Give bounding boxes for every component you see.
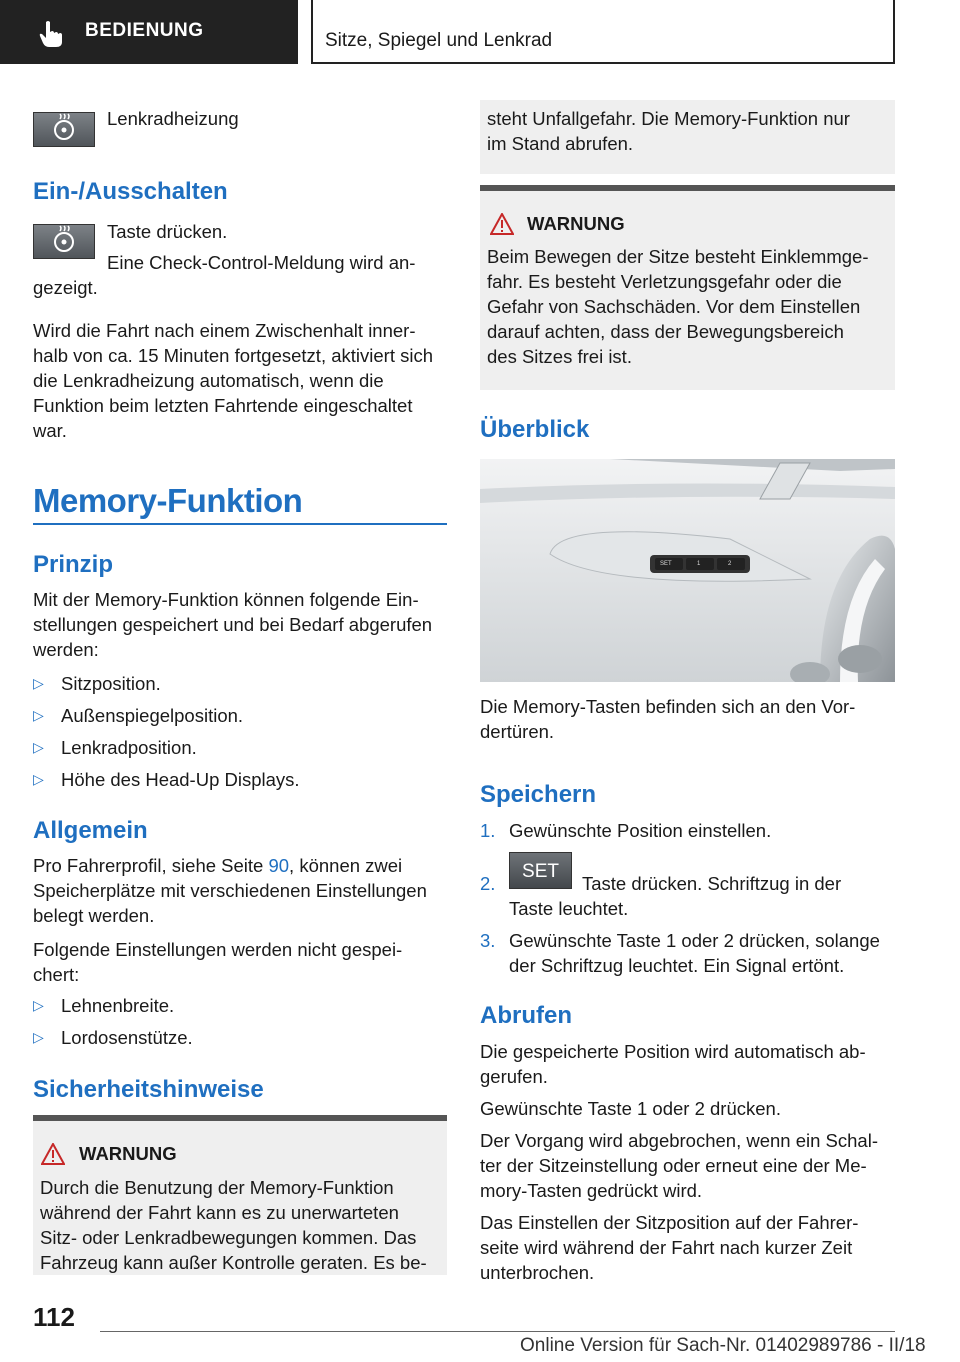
list-item-text: Lordosenstütze. [61, 1027, 193, 1048]
text-line: die Lenkradheizung automatisch, wenn die [33, 370, 384, 391]
text-line: chert: [33, 964, 80, 985]
text-line: Funktion beim letzten Fahrtende eingeschaltet [33, 395, 413, 416]
triangle-bullet-icon: ▷ [33, 739, 44, 755]
text-line: Wird die Fahrt nach einem Zwischenhalt inner- [33, 320, 416, 341]
heading-abrufen: Abrufen [480, 1002, 572, 1029]
text-fragment: Pro Fahrerprofil, siehe Seite [33, 855, 269, 876]
section-tab [0, 0, 298, 64]
photo-button-2-label: 2 [728, 561, 732, 567]
heading-ein-ausschalten: Ein-/Ausschalten [33, 178, 228, 205]
steering-wheel-heating-button-icon-2 [33, 224, 95, 259]
step-number-label: 3. [480, 930, 496, 951]
text-line: werden: [33, 639, 99, 660]
text-line: Der Vorgang wird abgebrochen, wenn ein Schal- [480, 1130, 878, 1151]
step-3-text-a: Gewünschte Taste 1 oder 2 drücken, solange [509, 930, 880, 951]
list-item [33, 703, 433, 728]
text-line: unterbrochen. [480, 1262, 595, 1283]
warning-box-1-continued [480, 100, 895, 174]
step-2-text-b: Taste leuchtet. [509, 898, 629, 919]
text-line: Die gespeicherte Position wird automatisch ab- [480, 1041, 866, 1062]
text-line: im Stand abrufen. [487, 133, 634, 154]
title-memory-funktion: Memory-Funktion [33, 482, 303, 519]
set-button-label: SET [522, 861, 559, 882]
text-line: Gefahr von Sachschäden. Vor dem Einstellen [487, 296, 861, 317]
list-item-text: Sitzposition. [61, 673, 161, 694]
list-item-text: Höhe des Head-Up Displays. [61, 769, 300, 790]
footer-online-version: Online Version für Sach-Nr. 01402989786 - II/18 [520, 1335, 926, 1356]
warning-text [487, 244, 892, 369]
warning-title: WARNUNG [527, 213, 625, 234]
step-2-text-a: Taste drücken. Schriftzug in der [582, 873, 842, 894]
step-3-text-b: der Schriftzug leuchtet. Ein Signal ertönt. [509, 955, 845, 976]
triangle-bullet-icon: ▷ [33, 707, 44, 723]
list-item-text: Lehnenbreite. [61, 995, 175, 1016]
step-number [480, 928, 495, 953]
hand-pointer-icon [38, 20, 64, 48]
triangle-bullet-icon: ▷ [33, 675, 44, 691]
chapter-title: Sitze, Spiegel und Lenkrad [325, 30, 553, 51]
text-line: fahr. Es besteht Verletzungsgefahr oder die [487, 271, 842, 292]
text-line: Fahrzeug kann außer Kontrolle geraten. Es be- [40, 1252, 427, 1273]
prinzip-text [33, 587, 453, 662]
text-line: seite wird während der Fahrt nach kurzer Zeit [480, 1237, 853, 1258]
step-1-text: Gewünschte Position einstellen. [509, 820, 772, 841]
warning-box-2 [480, 185, 895, 390]
text-line: stellungen gespeichert und bei Bedarf abgerufen [33, 614, 433, 635]
door-panel-illustration [480, 459, 895, 682]
text-line: des Sitzes frei ist. [487, 346, 632, 367]
warning-text-cont [487, 106, 892, 156]
steering-wheel-heat-icon [34, 113, 94, 146]
set-button-icon [509, 852, 572, 889]
text-line: Durch die Benutzung der Memory-Funktion [40, 1177, 394, 1198]
triangle-bullet-icon: ▷ [33, 997, 44, 1013]
title-underline [33, 523, 447, 525]
heading-speichern: Speichern [480, 781, 597, 808]
triangle-bullet-icon: ▷ [33, 1029, 44, 1045]
list-item-text: Lenkradposition. [61, 737, 197, 758]
photo-button-1-label: 1 [697, 561, 701, 567]
text-line: dertüren. [480, 721, 555, 742]
steering-wheel-heating-button-icon [33, 112, 95, 147]
ein-aus-step-2a: Eine Check-Control-Meldung wird an- [107, 252, 416, 273]
warning-title: WARNUNG [79, 1143, 177, 1164]
nicht-gespeichert-text [33, 937, 453, 987]
warning-bar [33, 1115, 447, 1121]
step-number [480, 818, 495, 843]
text-line: belegt werden. [33, 905, 155, 926]
ein-aus-step-1: Taste drücken. [107, 221, 228, 242]
text-line: steht Unfallgefahr. Die Memory-Funktion nur [487, 108, 850, 129]
abrufen-text [480, 1039, 900, 1285]
ein-aus-paragraph [33, 318, 453, 443]
lenkradheizung-label: Lenkradheizung [107, 108, 239, 129]
heading-ueberblick: Überblick [480, 416, 590, 443]
page-number: 112 [33, 1302, 75, 1332]
page-reference-link[interactable]: 90 [268, 855, 290, 876]
photo-set-label: SET [660, 561, 672, 567]
text-line: gerufen. [480, 1066, 548, 1087]
photo-caption [480, 694, 900, 744]
door-panel-photo [480, 459, 895, 682]
text-line: Mit der Memory-Funktion können folgende Ein- [33, 589, 419, 610]
text-line: mory-Tasten gedrückt wird. [480, 1180, 703, 1201]
chapter-header [311, 0, 895, 64]
step-number [480, 871, 495, 896]
triangle-bullet-icon: ▷ [33, 771, 44, 787]
text-line: ter der Sitzeinstellung oder erneut eine der Me- [480, 1155, 867, 1176]
text-line: Die Memory-Tasten befinden sich an den Vor- [480, 696, 856, 717]
warning-triangle-icon [490, 213, 514, 235]
ein-aus-step-2b: gezeigt. [33, 277, 98, 298]
list-item-text: Außenspiegelposition. [61, 705, 244, 726]
steering-wheel-heat-icon [34, 225, 94, 258]
text-fragment: , können zwei [289, 855, 403, 876]
heading-prinzip: Prinzip [33, 551, 114, 578]
warning-bar [480, 185, 895, 191]
list-item [33, 1025, 433, 1050]
step-number-label: 1. [480, 820, 496, 841]
text-line: Gewünschte Taste 1 oder 2 drücken. [480, 1098, 781, 1119]
text-line: war. [33, 420, 67, 441]
step-number-label: 2. [480, 873, 496, 894]
text-line: während der Fahrt kann es zu unerwarteten [40, 1202, 399, 1223]
warning-box-1 [33, 1115, 447, 1275]
warning-text [40, 1175, 445, 1275]
list-item [33, 735, 433, 760]
footer-divider [100, 1331, 895, 1332]
text-line: Speicherplätze mit verschiedenen Einstellungen [33, 880, 427, 901]
list-item [33, 993, 433, 1018]
text-line: Beim Bewegen der Sitze besteht Einklemmge- [487, 246, 869, 267]
text-line: Sitz- oder Lenkradbewegungen kommen. Das [40, 1227, 417, 1248]
text-line: halb von ca. 15 Minuten fortgesetzt, aktiviert sich [33, 345, 434, 366]
text-line [33, 853, 453, 878]
text-line: Das Einstellen der Sitzposition auf der Fahrer- [480, 1212, 859, 1233]
allgemein-text [33, 853, 453, 928]
section-label: BEDIENUNG [85, 20, 204, 41]
heading-sicherheitshinweise: Sicherheitshinweise [33, 1076, 264, 1103]
text-line: Folgende Einstellungen werden nicht gespei- [33, 939, 403, 960]
heading-allgemein: Allgemein [33, 817, 148, 844]
warning-triangle-icon [41, 1143, 65, 1165]
list-item [33, 767, 433, 792]
text-line: darauf achten, dass der Bewegungsbereich [487, 321, 844, 342]
list-item [33, 671, 433, 696]
